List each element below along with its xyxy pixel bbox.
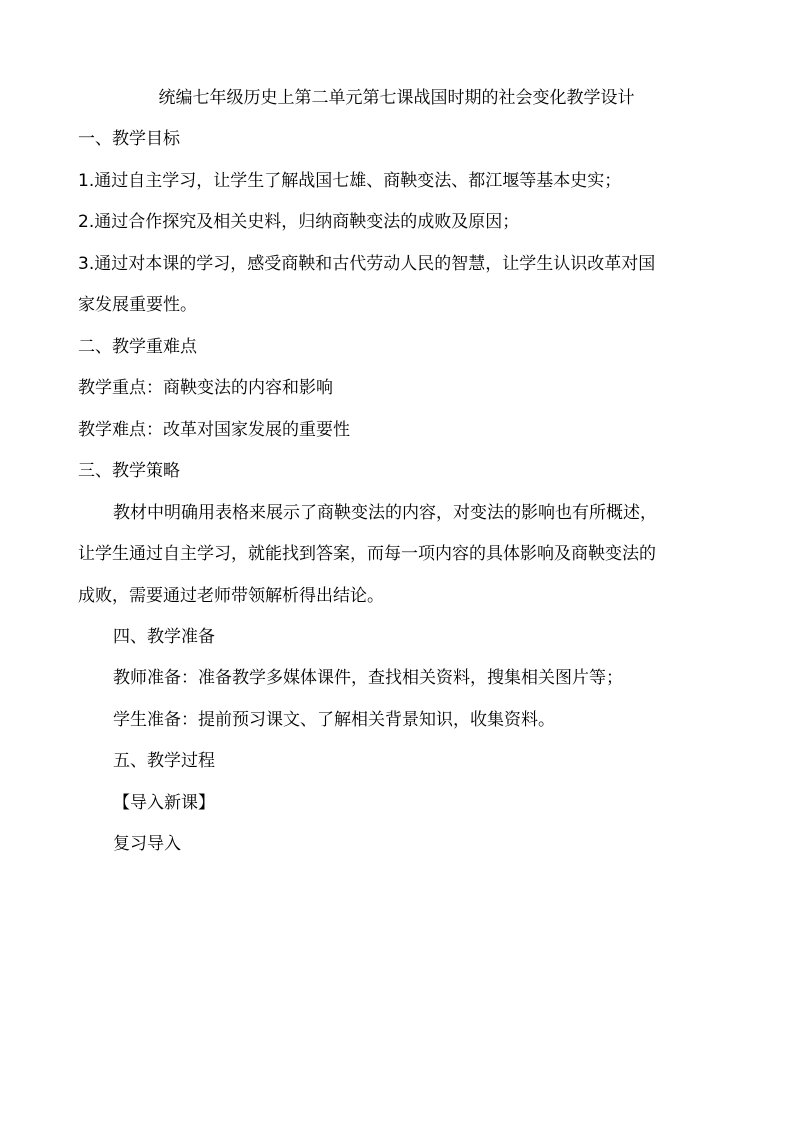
objective-item-3: 3.通过对本课的学习，感受商鞅和古代劳动人民的智慧，让学生认识改革对国: [78, 254, 656, 274]
section-heading-process: 五、教学过程: [113, 751, 215, 771]
page-title: 统编七年级历史上第二单元第七课战国时期的社会变化教学设计: [158, 88, 635, 108]
difficult-point: 教学难点：改革对国家发展的重要性: [78, 420, 350, 440]
section-heading-objectives: 一、教学目标: [78, 129, 180, 149]
section-heading-key-points: 二、教学重难点: [78, 337, 197, 357]
strategy-line-1: 教材中明确用表格来展示了商鞅变法的内容，对变法的影响也有所概述，: [113, 503, 657, 523]
section-heading-strategy: 三、教学策略: [78, 461, 180, 481]
section-heading-preparation: 四、教学准备: [113, 627, 215, 647]
key-point: 教学重点：商鞅变法的内容和影响: [78, 378, 333, 398]
strategy-line-3: 成败，需要通过老师带领解析得出结论。: [78, 586, 384, 606]
subsection-heading-intro: 【导入新课】: [113, 793, 215, 813]
strategy-line-2: 让学生通过自主学习，就能找到答案，而每一项内容的具体影响及商鞅变法的: [78, 544, 656, 564]
teacher-preparation: 教师准备：准备教学多媒体课件，查找相关资料，搜集相关图片等；: [113, 668, 623, 688]
objective-item-2: 2.通过合作探究及相关史料，归纳商鞅变法的成败及原因；: [78, 212, 520, 232]
objective-item-1: 1.通过自主学习，让学生了解战国七雄、商鞅变法、都江堰等基本史实；: [78, 171, 622, 191]
objective-item-3-continued: 家发展重要性。: [78, 295, 197, 315]
review-intro: 复习导入: [113, 834, 181, 854]
student-preparation: 学生准备：提前预习课文、了解相关背景知识，收集资料。: [113, 710, 555, 730]
